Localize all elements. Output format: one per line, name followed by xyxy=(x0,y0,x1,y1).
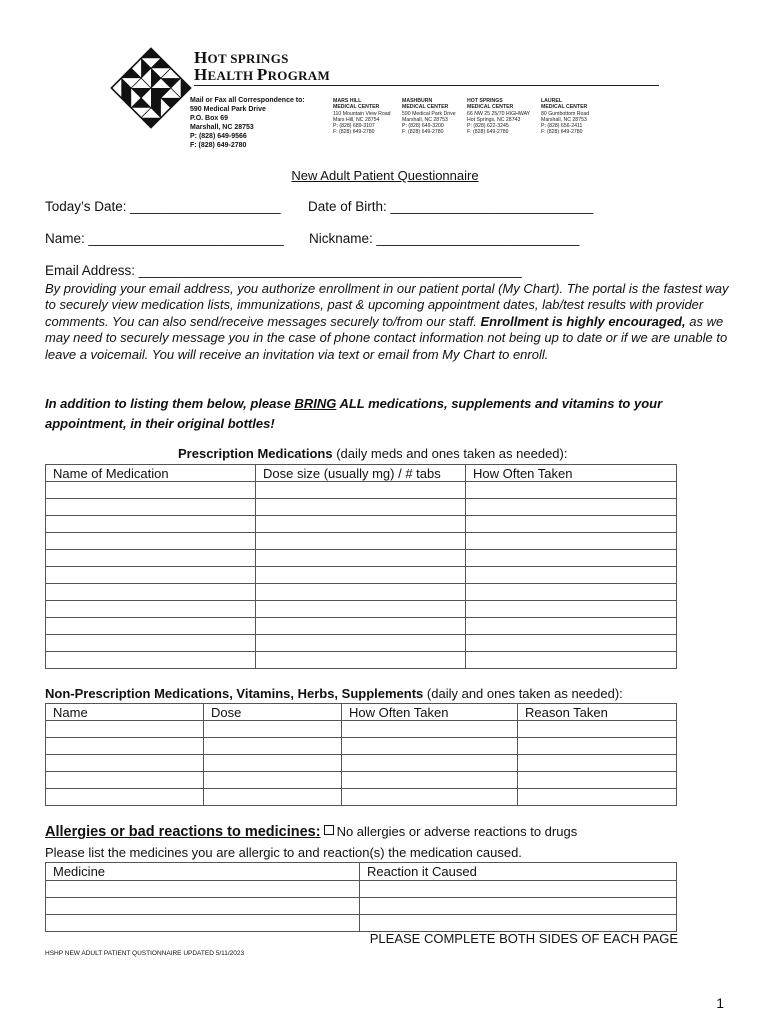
fill-in-cell[interactable] xyxy=(46,652,256,669)
table-header-row xyxy=(46,863,677,881)
fill-in-cell[interactable] xyxy=(360,881,677,898)
org-name-line2: HEALTH PROGRAM xyxy=(194,65,331,84)
table-row xyxy=(46,915,677,932)
fill-in-cell[interactable] xyxy=(46,721,204,738)
column-header: Medicine xyxy=(46,863,360,881)
form-title: New Adult Patient Questionnaire xyxy=(291,168,479,183)
table-row xyxy=(46,755,677,772)
fill-in-cell[interactable] xyxy=(46,772,204,789)
table-row xyxy=(46,881,677,898)
mail-line: P.O. Box 69 xyxy=(190,115,229,122)
fill-in-cell[interactable] xyxy=(466,550,677,567)
table-row xyxy=(46,584,677,601)
fill-in-cell[interactable] xyxy=(46,516,256,533)
table-row xyxy=(46,516,677,533)
allergies-heading: Allergies or bad reactions to medicines: No allergies or adverse reactions to drugs xyxy=(45,824,578,840)
fill-in-cell[interactable] xyxy=(204,755,342,772)
fill-in-cell[interactable] xyxy=(256,550,466,567)
fill-in-cell[interactable] xyxy=(466,584,677,601)
fill-in-cell[interactable] xyxy=(518,772,677,789)
column-header: Name xyxy=(46,704,204,721)
mail-line: 590 Medical Park Drive xyxy=(190,106,266,113)
date-of-birth-field[interactable]: Date of Birth: ___________________________ xyxy=(308,199,594,214)
table-row xyxy=(46,738,677,755)
column-header: Dose size (usually mg) / # tabs xyxy=(256,465,466,482)
table-row xyxy=(46,618,677,635)
no-allergies-label: No allergies or adverse reactions to drugs xyxy=(336,824,578,839)
page-number: 1 xyxy=(716,995,724,1011)
todays-date-field[interactable]: Today’s Date: ____________________ xyxy=(45,199,281,214)
fill-in-cell[interactable] xyxy=(256,652,466,669)
table-row xyxy=(46,567,677,584)
fill-in-cell[interactable] xyxy=(466,618,677,635)
quilt-logo xyxy=(110,47,192,129)
center-laurel: LAUREL MEDICAL CENTER 80 Gumbottom Road Marshall, NC 28753 P: (828) 656-2411 F: (828) 649-2780 xyxy=(541,98,590,136)
fill-in-cell[interactable] xyxy=(360,898,677,915)
allergies-rows xyxy=(46,881,677,932)
fill-in-cell[interactable] xyxy=(256,482,466,499)
fill-in-cell[interactable] xyxy=(466,482,677,499)
fill-in-cell[interactable] xyxy=(342,789,518,806)
fill-in-cell[interactable] xyxy=(46,755,204,772)
fill-in-cell[interactable] xyxy=(256,635,466,652)
mail-line: F: (828) 649-2780 xyxy=(190,142,247,149)
org-name xyxy=(194,50,330,84)
fill-in-cell[interactable] xyxy=(46,738,204,755)
mail-line: Mail or Fax all Correspondence to: xyxy=(190,97,305,104)
allergies-table xyxy=(45,862,677,932)
column-header: Name of Medication xyxy=(46,465,256,482)
fill-in-cell[interactable] xyxy=(46,499,256,516)
allergies-instruction: Please list the medicines you are allergic to and reaction(s) the medication caused. xyxy=(45,845,522,860)
table-row xyxy=(46,533,677,550)
column-header: Reaction it Caused xyxy=(360,863,677,881)
fill-in-cell[interactable] xyxy=(518,721,677,738)
nonprescription-rows xyxy=(46,721,677,806)
table-header-row xyxy=(46,704,677,721)
fill-in-cell[interactable] xyxy=(46,635,256,652)
header-rule xyxy=(194,85,659,86)
center-mashburn: MASHBURN MEDICAL CENTER 590 Medical Park Drive Marshall, NC 28753 P: (828) 649-3200 F: (828) 649-2780 xyxy=(402,98,456,136)
fill-in-cell[interactable] xyxy=(204,772,342,789)
table-row xyxy=(46,635,677,652)
fill-in-cell[interactable] xyxy=(342,721,518,738)
fill-in-cell[interactable] xyxy=(256,499,466,516)
column-header: Dose xyxy=(204,704,342,721)
fill-in-cell[interactable] xyxy=(466,635,677,652)
fill-in-cell[interactable] xyxy=(256,533,466,550)
fill-in-cell[interactable] xyxy=(46,898,360,915)
fill-in-cell[interactable] xyxy=(466,652,677,669)
fill-in-cell[interactable] xyxy=(256,618,466,635)
revision-note: HSHP NEW ADULT PATIENT QUSTIONNAIRE UPDATED 5/11/2023 xyxy=(45,950,245,957)
table-row xyxy=(46,772,677,789)
fill-in-cell[interactable] xyxy=(46,881,360,898)
fill-in-cell[interactable] xyxy=(466,567,677,584)
fill-in-cell[interactable] xyxy=(518,789,677,806)
fill-in-cell[interactable] xyxy=(46,915,360,932)
prescription-rows xyxy=(46,482,677,669)
table-row xyxy=(46,550,677,567)
table-row xyxy=(46,601,677,618)
fill-in-cell[interactable] xyxy=(256,516,466,533)
table-header-row xyxy=(46,465,677,482)
complete-both-sides-note: PLEASE COMPLETE BOTH SIDES OF EACH PAGE xyxy=(369,931,678,946)
column-header: How Often Taken xyxy=(466,465,677,482)
table-row xyxy=(46,499,677,516)
no-allergies-checkbox[interactable] xyxy=(324,825,334,835)
fill-in-cell[interactable] xyxy=(518,755,677,772)
column-header: Reason Taken xyxy=(518,704,677,721)
prescription-caption: Prescription Medications (daily meds and ones taken as needed): xyxy=(178,446,568,461)
fill-in-cell[interactable] xyxy=(46,601,256,618)
fill-in-cell[interactable] xyxy=(466,499,677,516)
fill-in-cell[interactable] xyxy=(46,584,256,601)
fill-in-cell[interactable] xyxy=(46,618,256,635)
fill-in-cell[interactable] xyxy=(46,550,256,567)
table-row xyxy=(46,652,677,669)
table-row xyxy=(46,482,677,499)
fill-in-cell[interactable] xyxy=(466,533,677,550)
table-row xyxy=(46,898,677,915)
org-name-line1: HOT SPRINGS xyxy=(194,48,289,67)
nonprescription-table xyxy=(45,703,677,806)
portal-paragraph: By providing your email address, you authorize enrollment in our patient portal (My Chart). The portal is the fastest way to securely view medication lists, immunizations, past & upcoming appointment dates, lab/test results with provider comments. You can also send/receive messages securely to/from our staff. Enrollment is highly encouraged, as we may need to securely message you in the case of phone contact information not being up to date or if we are unable to leave a voicemail. You will receive an invitation via text or email from My Chart to enroll. xyxy=(45,281,729,362)
fill-in-cell[interactable] xyxy=(518,738,677,755)
bring-medications-notice: In addition to listing them below, please BRING ALL medications, supplements and vitamins to your appointment, in their original bottles! xyxy=(45,396,663,431)
name-field[interactable]: Name: __________________________ xyxy=(45,231,284,246)
table-row xyxy=(46,789,677,806)
fill-in-cell[interactable] xyxy=(256,584,466,601)
fill-in-cell[interactable] xyxy=(342,755,518,772)
fill-in-cell[interactable] xyxy=(204,721,342,738)
fill-in-cell[interactable] xyxy=(256,567,466,584)
fill-in-cell[interactable] xyxy=(46,789,204,806)
center-mars-hill: MARS HILL MEDICAL CENTER 110 Mountain View Road Mars Hill, NC 28754 P: (828) 689-3107 F: (828) 649-2780 xyxy=(333,98,391,136)
fill-in-cell[interactable] xyxy=(466,516,677,533)
fill-in-cell[interactable] xyxy=(46,567,256,584)
fill-in-cell[interactable] xyxy=(46,482,256,499)
mail-line: Marshall, NC 28753 xyxy=(190,124,254,131)
nonprescription-caption: Non-Prescription Medications, Vitamins, Herbs, Supplements (daily and ones taken as needed): xyxy=(45,686,623,701)
fill-in-cell[interactable] xyxy=(466,601,677,618)
mail-line: P: (828) 649-9566 xyxy=(190,133,247,140)
mailing-address xyxy=(190,96,305,150)
fill-in-cell[interactable] xyxy=(46,533,256,550)
nickname-field[interactable]: Nickname: ___________________________ xyxy=(309,231,580,246)
fill-in-cell[interactable] xyxy=(342,738,518,755)
fill-in-cell[interactable] xyxy=(360,915,677,932)
email-field[interactable]: Email Address: ___________________________________________________ xyxy=(45,263,522,278)
center-hot-springs: HOT SPRINGS MEDICAL CENTER 66 NW 25 25/70 HIGHWAY Hot Springs, NC 28743 P: (828) 622-3245 F: (828) 649-2780 xyxy=(467,98,531,136)
column-header: How Often Taken xyxy=(342,704,518,721)
prescription-table xyxy=(45,464,677,669)
fill-in-cell[interactable] xyxy=(204,789,342,806)
fill-in-cell[interactable] xyxy=(204,738,342,755)
table-row xyxy=(46,721,677,738)
fill-in-cell[interactable] xyxy=(342,772,518,789)
fill-in-cell[interactable] xyxy=(256,601,466,618)
